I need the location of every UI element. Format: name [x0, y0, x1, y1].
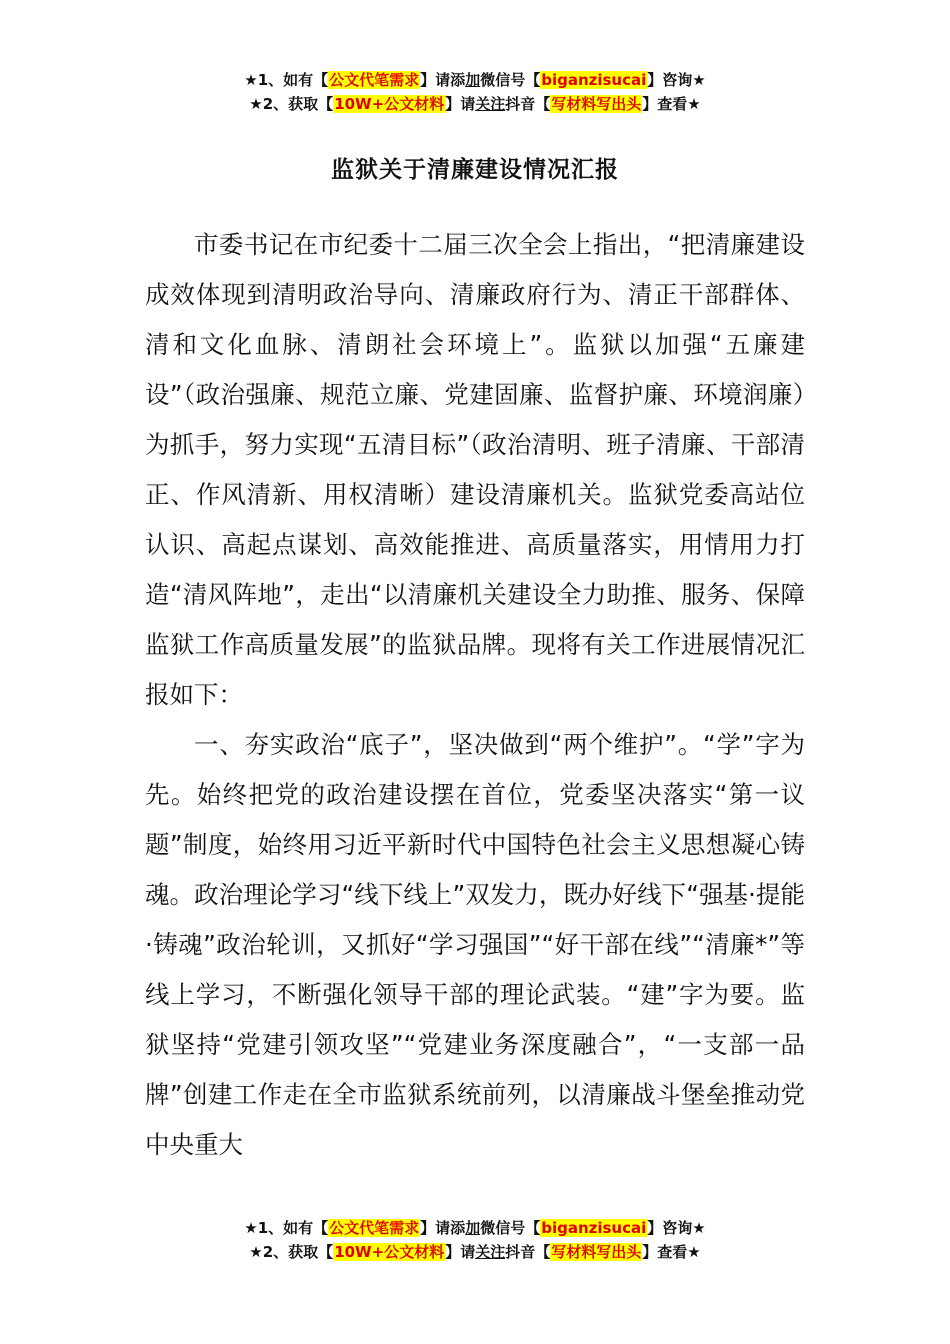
- document-body: [145, 220, 805, 1170]
- promo-highlight: biganzisucai: [541, 71, 647, 89]
- promo-line-2: [0, 92, 950, 116]
- promo-text: ★2、获取【: [249, 1243, 334, 1261]
- promo-text: 抖音【: [505, 95, 551, 113]
- promo-highlight: 公文代笔需求: [329, 71, 420, 89]
- document-title: 监狱关于清廉建设情况汇报: [331, 157, 619, 183]
- promo-text: 】查看★: [642, 95, 701, 113]
- promo-line-1: [0, 68, 950, 92]
- promo-text: 】请: [445, 1243, 476, 1261]
- footer-promo-banner: [0, 1216, 950, 1264]
- promo-text: ★1、如有【: [244, 1219, 329, 1237]
- promo-highlight: 10W+公文材料: [334, 95, 445, 113]
- promo-text: 】查看★: [642, 1243, 701, 1261]
- promo-text: 】咨询★: [647, 1219, 706, 1237]
- promo-text: 】请添: [420, 1219, 466, 1237]
- promo-highlight: 写材料写出头: [551, 1243, 642, 1261]
- promo-underline: 关注: [475, 1243, 506, 1261]
- promo-text: 抖音【: [505, 1243, 551, 1261]
- promo-underline: 加: [465, 71, 481, 89]
- promo-underline: 加: [465, 1219, 481, 1237]
- body-paragraph: 一、夯实政治“底子”，坚决做到“两个维护”。“学”字为先。始终把党的政治建设摆在首位，党委坚决落实“第一议题”制度，始终用习近平新时代中国特色社会主义思想凝心铸魂。政治理论学习“线下线上”双发力，既办好线下“强基·提能·铸魂”政治轮训，又抓好“学习强国”“好干部在线”“清廉*”等线上学习，不断强化领导干部的理论武装。“建”字为要。监狱坚持“党建引领攻坚”“党建业务深度融合”，“一支部一品牌”创建工作走在全市监狱系统前列，以清廉战斗堡垒推动党中央重大: [145, 730, 805, 1159]
- header-promo-banner: [0, 68, 950, 116]
- promo-highlight: 公文代笔需求: [329, 1219, 420, 1237]
- promo-text: ★2、获取【: [249, 95, 334, 113]
- promo-text: 】咨询★: [647, 71, 706, 89]
- promo-highlight: biganzisucai: [541, 1219, 647, 1237]
- promo-text: 】请: [445, 95, 476, 113]
- body-paragraph: 市委书记在市纪委十二届三次全会上指出，“把清廉建设成效体现到清明政治导向、清廉政府行为、清正干部群体、清和文化血脉、清朗社会环境上”。监狱以加强“五廉建设”（政治强廉、规范立廉、党建固廉、监督护廉、环境润廉）为抓手，努力实现“五清目标”（政治清明、班子清廉、干部清正、作风清新、用权清晰）建设清廉机关。监狱党委高站位认识、高起点谋划、高效能推进、高质量落实，用情用力打造“清风阵地”，走出“以清廉机关建设全力助推、服务、保障监狱工作高质量发展”的监狱品牌。现将有关工作进展情况汇报如下：: [145, 230, 805, 709]
- promo-text: ★1、如有【: [244, 71, 329, 89]
- promo-highlight: 写材料写出头: [551, 95, 642, 113]
- promo-text: 微信号【: [480, 71, 541, 89]
- promo-line-2: [0, 1240, 950, 1264]
- promo-underline: 关注: [475, 95, 506, 113]
- promo-text: 微信号【: [480, 1219, 541, 1237]
- promo-highlight: 10W+公文材料: [334, 1243, 445, 1261]
- promo-line-1: [0, 1216, 950, 1240]
- promo-text: 】请添: [420, 71, 466, 89]
